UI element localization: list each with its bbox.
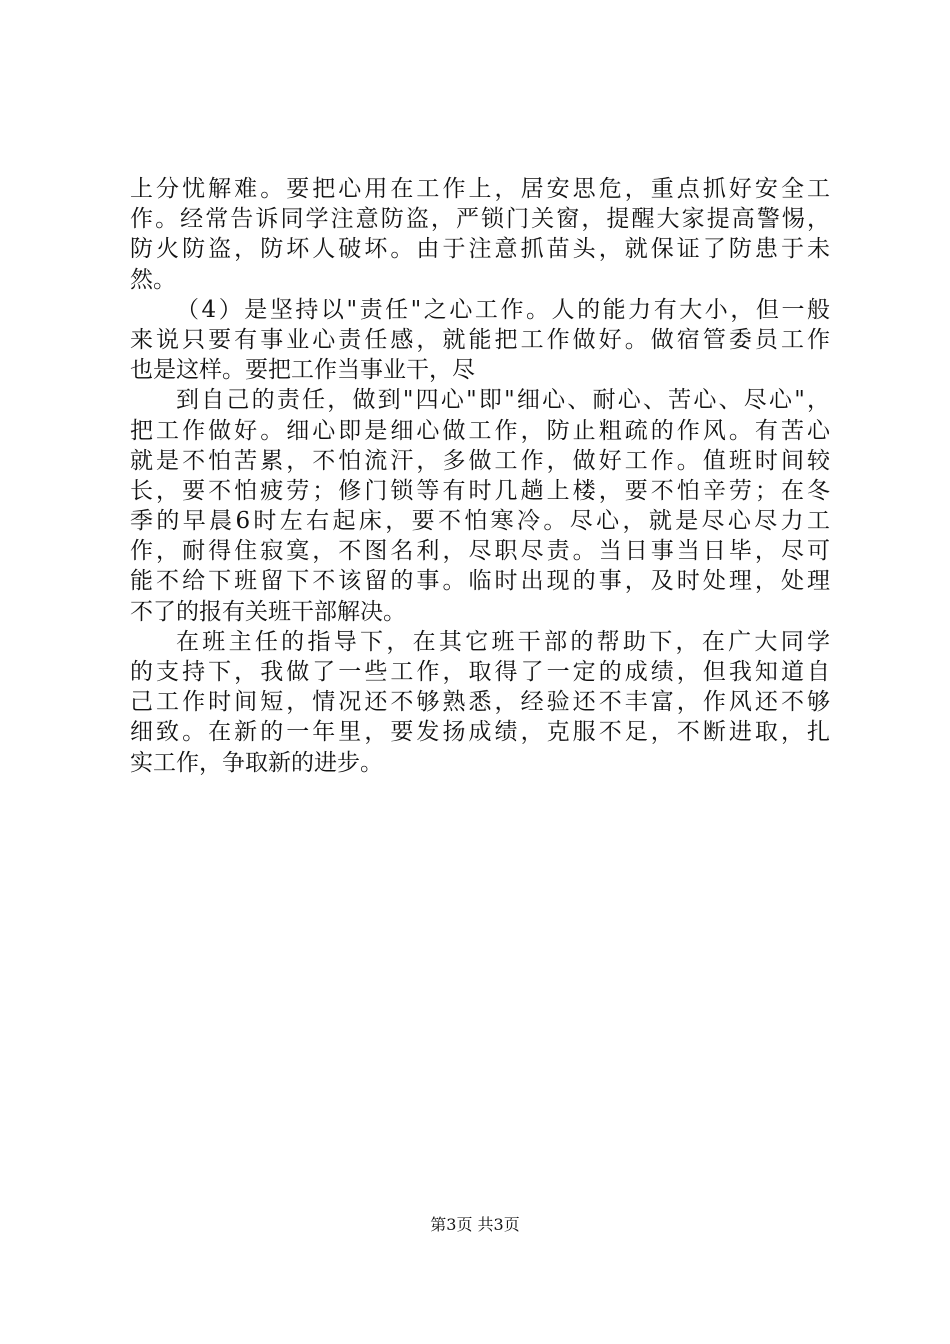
text-line: 己工作时间短，情况还不够熟悉，经验还不丰富，作风还不够	[130, 689, 830, 716]
text-line: 在班主任的指导下，在其它班干部的帮助下，在广大同学	[176, 628, 830, 655]
text-line: 上分忧解难。要把心用在工作上，居安思危，重点抓好安全工	[130, 176, 830, 202]
text-line: 把工作做好。细心即是细心做工作，防止粗疏的作风。有苦心	[130, 417, 830, 444]
text-line: 不了的报有关班干部解决。	[130, 598, 406, 625]
text-line: 能不给下班留下不该留的事。临时出现的事，及时处理，处理	[130, 568, 830, 595]
page-footer: 第3页 共3页	[430, 1215, 520, 1234]
text-line: 到自己的责任，做到"四心"即"细心、耐心、苦心、尽心"，	[176, 387, 830, 414]
text-line: 长，要不怕疲劳；修门锁等有时几趟上楼，要不怕辛劳；在冬	[130, 477, 830, 504]
text-line: 的支持下，我做了一些工作，取得了一定的成绩，但我知道自	[130, 659, 830, 685]
text-line: （4）是坚持以"责任"之心工作。人的能力有大小，但一般	[176, 296, 830, 323]
text-line: 就是不怕苦累，不怕流汗，多做工作，做好工作。值班时间较	[130, 447, 830, 474]
text-line: 实工作，争取新的进步。	[130, 749, 383, 776]
text-line: 细致。在新的一年里，要发扬成绩，克服不足，不断进取，扎	[130, 719, 830, 746]
text-line: 然。	[130, 266, 176, 293]
text-line: 来说只要有事业心责任感，就能把工作做好。做宿管委员工作	[130, 326, 830, 353]
text-line: 防火防盗，防坏人破坏。由于注意抓苗头，就保证了防患于未	[130, 236, 830, 263]
document-body	[130, 174, 830, 778]
text-line: 作。经常告诉同学注意防盗，严锁门关窗，提醒大家提高警惕，	[130, 206, 830, 233]
text-line: 季的早晨6时左右起床，要不怕寒冷。尽心，就是尽心尽力工	[130, 508, 830, 535]
text-line: 作，耐得住寂寞，不图名利，尽职尽责。当日事当日毕，尽可	[130, 538, 830, 565]
text-line: 也是这样。要把工作当事业干，尽	[130, 357, 475, 384]
